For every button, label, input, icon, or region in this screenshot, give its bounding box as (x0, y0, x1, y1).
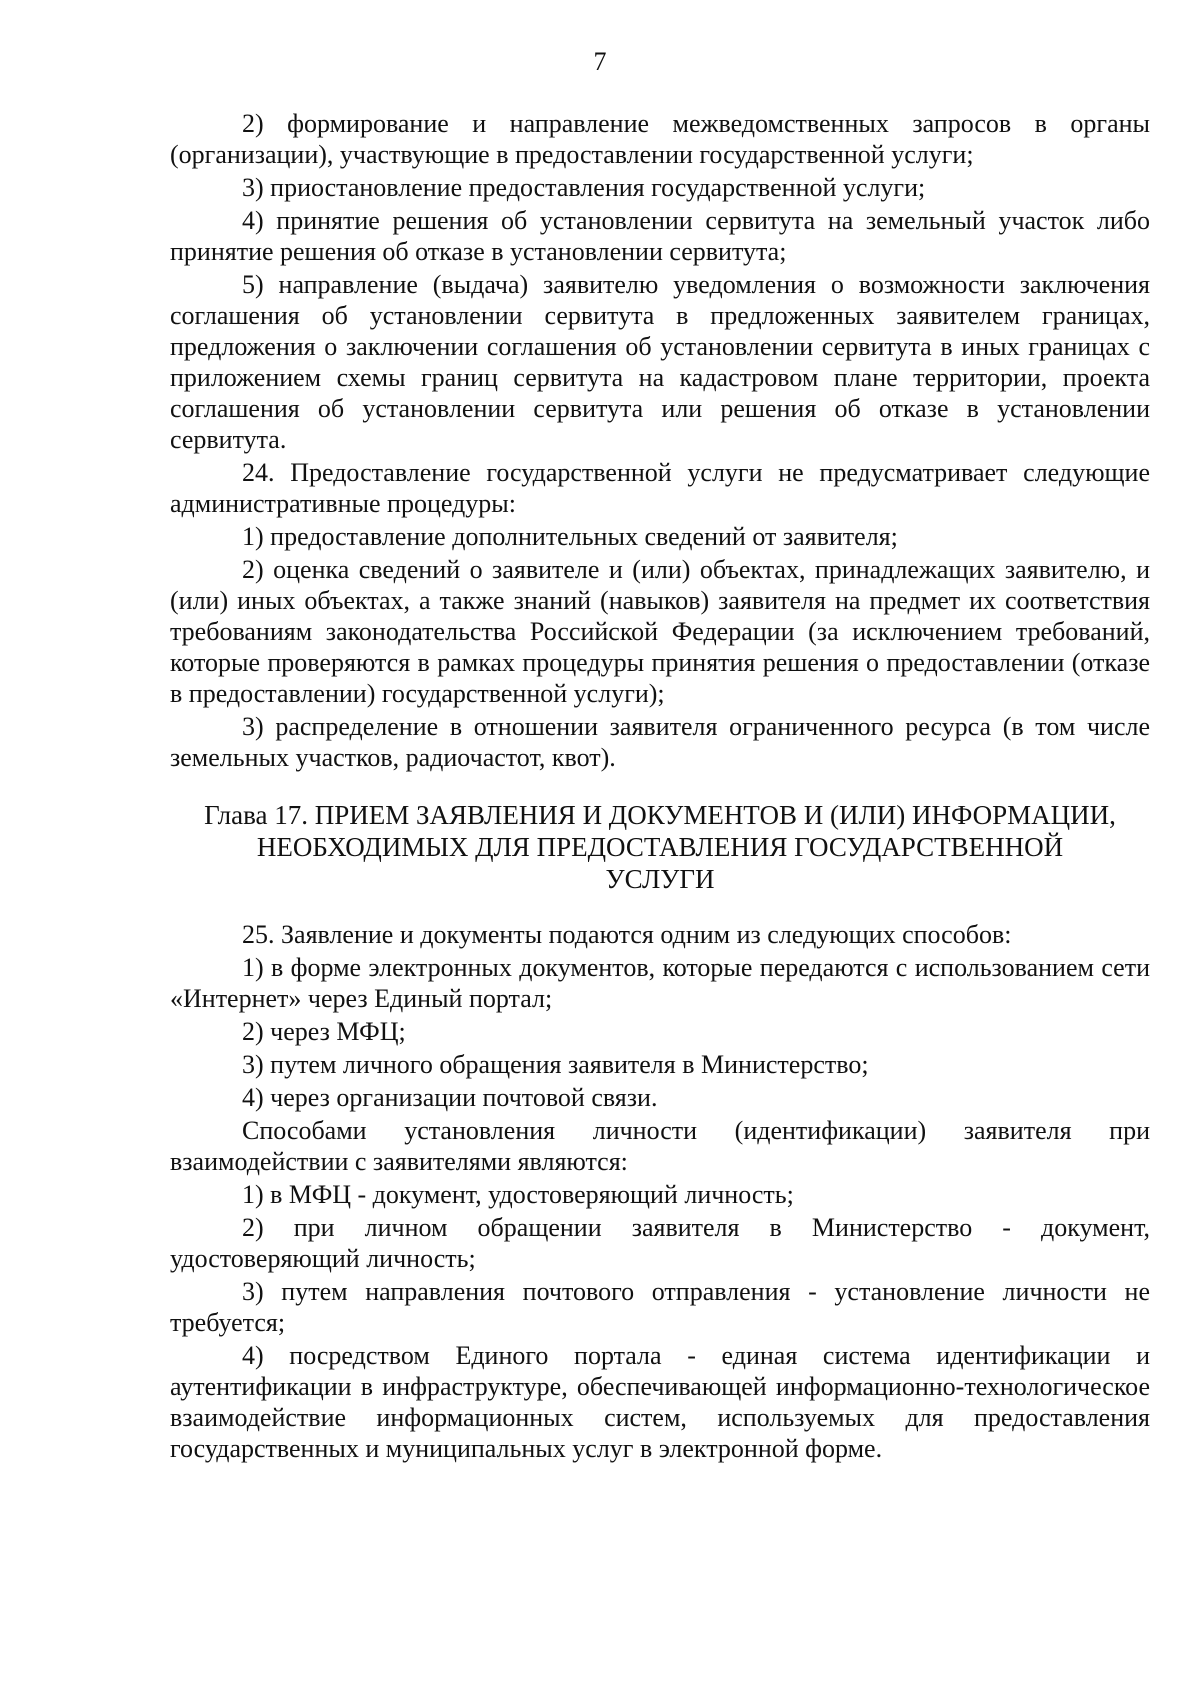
paragraph-24-item-2: 2) оценка сведений о заявителе и (или) объектах, принадлежащих заявителю, и (или) иных объектах, а также знаний (навыков) заявителя на предмет их соответствия требованиям законодательства Российской Федерации (за исключением требований, которые проверяются в рамках процедуры принятия решения о предоставлении (отказе в предоставлении) государственной услуги); (170, 555, 1150, 708)
paragraph-identification-item-2: 2) при личном обращении заявителя в Министерство - документ, удостоверяющий личность; (170, 1213, 1150, 1273)
page-number: 7 (593, 47, 607, 76)
paragraph-24-item-3: 3) распределение в отношении заявителя ограниченного ресурса (в том числе земельных участков, радиочастот, квот). (170, 712, 1150, 772)
paragraph-identification-item-3: 3) путем направления почтового отправления - установление личности не требуется; (170, 1277, 1150, 1337)
chapter-heading (170, 799, 1150, 895)
paragraph-identification-methods: Способами установления личности (идентификации) заявителя при взаимодействии с заявителями являются: (170, 1116, 1150, 1176)
paragraph-identification-item-4: 4) посредством Единого портала - единая система идентификации и аутентификации в инфраструктуре, обеспечивающей информационно-технологическое взаимодействие информационных систем, используемых для предоставления государственных и муниципальных услуг в электронной форме. (170, 1341, 1150, 1463)
paragraph-25-item-2: 2) через МФЦ; (242, 1017, 406, 1046)
paragraph-25-item-4: 4) через организации почтовой связи. (242, 1083, 658, 1112)
paragraph-item-2-interagency-requests: 2) формирование и направление межведомственных запросов в органы (организации), участвующие в предоставлении государственной услуги; (170, 109, 1150, 169)
paragraph-item-3-suspension: 3) приостановление предоставления государственной услуги; (242, 173, 926, 202)
paragraph-identification-item-1: 1) в МФЦ - документ, удостоверяющий личность; (242, 1180, 794, 1209)
paragraph-25: 25. Заявление и документы подаются одним из следующих способов: (242, 920, 1012, 949)
paragraph-item-5-notification: 5) направление (выдача) заявителю уведомления о возможности заключения соглашения об установлении сервитута в предложенных заявителем границах, предложения о заключении соглашения об установлении сервитута в иных границах с приложением схемы границ сервитута на кадастровом плане территории, проекта соглашения об установлении сервитута или решения об отказе в установлении сервитута. (170, 270, 1150, 454)
paragraph-24: 24. Предоставление государственной услуги не предусматривает следующие административные процедуры: (170, 458, 1150, 518)
paragraph-25-item-3: 3) путем личного обращения заявителя в Министерство; (242, 1050, 869, 1079)
paragraph-item-4-servitude-decision: 4) принятие решения об установлении сервитута на земельный участок либо принятие решения об отказе в установлении сервитута; (170, 206, 1150, 266)
chapter-heading-line-2: НЕОБХОДИМЫХ ДЛЯ ПРЕДОСТАВЛЕНИЯ ГОСУДАРСТВЕННОЙ (256, 832, 1064, 862)
paragraph-25-item-1: 1) в форме электронных документов, которые передаются с использованием сети «Интернет» через Единый портал; (170, 953, 1150, 1013)
paragraph-24-item-1: 1) предоставление дополнительных сведений от заявителя; (242, 522, 898, 551)
document-body (170, 108, 1150, 1464)
chapter-heading-line-3: УСЛУГИ (605, 864, 715, 894)
chapter-heading-line-1: Глава 17. ПРИЕМ ЗАЯВЛЕНИЯ И ДОКУМЕНТОВ И (ИЛИ) ИНФОРМАЦИИ, (204, 800, 1116, 830)
